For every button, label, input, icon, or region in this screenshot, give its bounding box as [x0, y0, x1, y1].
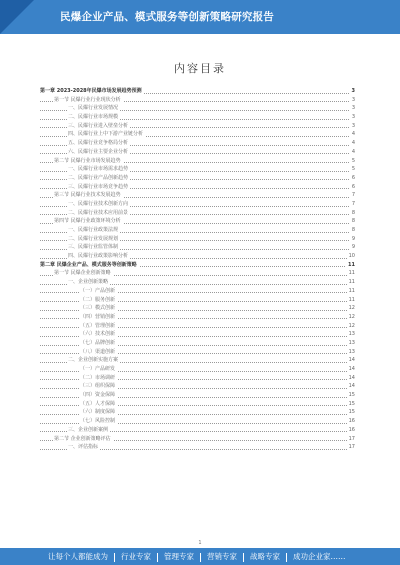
toc-entry-page: 8 — [351, 227, 355, 233]
toc-entry-page: 7 — [351, 192, 355, 199]
toc-entry-label: （四）资金保障 — [80, 392, 116, 399]
toc-entry-page: 11 — [348, 261, 355, 268]
toc-row[interactable] — [40, 365, 355, 374]
toc-row[interactable] — [40, 104, 355, 113]
toc-entry-label: 二、民爆行业产品创新趋势 — [68, 174, 129, 181]
toc-row[interactable] — [40, 313, 355, 322]
toc-row[interactable] — [40, 400, 355, 409]
toc-entry-page: 15 — [348, 409, 355, 416]
toc-entry-page: 7 — [351, 200, 355, 207]
report-title: 民爆企业产品、模式服务等创新策略研究报告 — [60, 11, 274, 23]
toc-entry-label: 第一章 2023-2028年民爆市场发展趋势预测 — [40, 88, 142, 94]
footer-role: 战略专家 — [250, 552, 280, 561]
toc-entry-page: 6 — [351, 174, 355, 181]
footer-separator — [286, 553, 287, 562]
toc-row[interactable] — [40, 139, 355, 148]
toc-entry-label: 四、民爆行业上中下游产业链分析 — [68, 131, 144, 138]
toc-entry-page: 3 — [351, 105, 355, 112]
toc-entry-page: 13 — [348, 348, 355, 355]
toc-entry-label: 六、民爆行业主要企业分析 — [68, 148, 129, 155]
toc-entry-page: 11 — [348, 296, 355, 303]
toc-entry-label: （五）管理创新 — [80, 322, 116, 329]
toc-row[interactable] — [40, 391, 355, 400]
toc-entry-page: 17 — [348, 444, 355, 451]
toc-row[interactable] — [40, 183, 355, 192]
toc-row[interactable] — [40, 122, 355, 131]
toc-entry-label: 二、民爆行业市场规模 — [68, 114, 119, 121]
toc-row[interactable] — [40, 304, 355, 313]
toc-entry-page: 12 — [348, 305, 355, 312]
toc-entry-page: 14 — [348, 374, 355, 381]
toc-row[interactable] — [40, 174, 355, 183]
toc-entry-page: 5 — [351, 166, 355, 173]
toc-entry-label: 一、民爆行业市场需求趋势 — [68, 166, 129, 173]
toc-row[interactable] — [40, 243, 355, 252]
toc-row[interactable] — [40, 374, 355, 383]
toc-entry-page: 15 — [348, 392, 355, 399]
toc-entry-page: 11 — [348, 270, 355, 277]
toc-entry-page: 9 — [351, 244, 355, 251]
toc-entry-page: 17 — [348, 435, 355, 442]
report-header — [0, 0, 400, 34]
toc-entry-label: 三、民爆行业市场竞争趋势 — [68, 183, 129, 190]
toc-entry-page: 3 — [351, 122, 355, 129]
toc-row[interactable] — [40, 339, 355, 348]
toc-row[interactable] — [40, 348, 355, 357]
toc-entry-page: 8 — [351, 209, 355, 216]
toc-entry-page: 6 — [351, 183, 355, 190]
toc-entry-label: 四、民爆行业政策影响分析 — [68, 253, 129, 260]
toc-entry-label: （一）产品研发 — [80, 366, 116, 372]
toc-entry-page: 4 — [351, 131, 355, 138]
toc-entry-page: 3 — [351, 96, 355, 103]
toc-entry-label: 一、民爆行业政策法规 — [68, 227, 119, 233]
toc-entry-page: 8 — [351, 218, 355, 225]
toc-entry-page: 14 — [348, 357, 355, 364]
toc-entry-page: 4 — [351, 140, 355, 147]
toc-row[interactable] — [40, 226, 355, 235]
toc-entry-page: 11 — [348, 287, 355, 294]
page-number: 1 — [198, 540, 202, 546]
toc-row[interactable] — [40, 408, 355, 417]
toc-row[interactable] — [40, 148, 355, 157]
toc-entry-page: 13 — [348, 331, 355, 338]
toc-row[interactable] — [40, 191, 355, 200]
toc-entry-label: 一、民爆行业技术创新方向 — [68, 200, 129, 207]
footer-role: 行业专家 — [121, 552, 151, 561]
footer-role: 营销专家 — [207, 552, 237, 561]
toc-entry-page: 16 — [348, 426, 355, 433]
toc-entry-page: 4 — [351, 148, 355, 155]
toc-entry-label: （七）品牌创新 — [80, 339, 116, 346]
header-corner-decoration — [0, 0, 34, 34]
toc-row[interactable] — [40, 217, 355, 226]
toc-entry-label: 一、企业创新策略 — [68, 279, 109, 286]
toc-entry-label: 五、民爆行业竞争格局分析 — [68, 140, 129, 147]
toc-entry-label: 第二章 民爆企业产品、模式服务等创新策略 — [40, 261, 137, 268]
toc-entry-label: 第一节 民爆行业行业现状分析 — [54, 96, 121, 103]
toc-entry-page: 14 — [348, 366, 355, 372]
toc-entry-page: 5 — [351, 157, 355, 164]
toc-row[interactable] — [40, 130, 355, 139]
toc-entry-label: 二、企业创新实施方案 — [68, 357, 119, 364]
toc-chapter-row[interactable] — [40, 87, 355, 96]
toc-entry-page: 11 — [348, 279, 355, 286]
toc-row[interactable] — [40, 330, 355, 339]
toc-row[interactable] — [40, 200, 355, 209]
toc-entry-label: （六）制度保障 — [80, 409, 116, 416]
toc-entry-page: 14 — [348, 383, 355, 390]
toc-row[interactable] — [40, 435, 355, 444]
toc-entry-label: （八）渠道创新 — [80, 348, 116, 355]
toc-entry-label: 二、民爆行业技术应用前景 — [68, 209, 129, 216]
toc-entry-label: 二、民爆行业发展规划 — [68, 235, 119, 242]
footer-separator — [243, 553, 244, 562]
footer-lead: 让每个人都能成为 — [48, 552, 108, 561]
toc-entry-label: （一）产品创新 — [80, 287, 116, 294]
toc-entry-label: 三、民爆行业进入壁垒分析 — [68, 122, 129, 129]
toc-row[interactable] — [40, 235, 355, 244]
toc-row[interactable] — [40, 426, 355, 435]
footer-role: 成功企业家…… — [293, 552, 346, 561]
toc-entry-label: 第四节 民爆行业政策环境分析 — [54, 218, 121, 225]
toc-entry-label: 第一节 民爆企业创新策略 — [54, 270, 111, 277]
toc-entry-label: （五）人才保障 — [80, 400, 116, 407]
toc-row[interactable] — [40, 382, 355, 391]
toc-row[interactable] — [40, 287, 355, 296]
toc-entry-page: 16 — [348, 418, 355, 425]
toc-row[interactable] — [40, 252, 355, 261]
footer-separator — [200, 553, 201, 562]
toc-row[interactable] — [40, 96, 355, 105]
toc-row[interactable] — [40, 209, 355, 218]
toc-entry-label: 一、民爆行业发展情况 — [68, 105, 119, 112]
toc-entry-label: （二）市场调研 — [80, 374, 116, 381]
table-of-contents — [40, 87, 355, 452]
toc-entry-label: 一、评估指标 — [68, 444, 99, 451]
toc-row[interactable] — [40, 113, 355, 122]
toc-entry-label: （六）技术创新 — [80, 331, 116, 338]
toc-entry-label: 三、民爆行业监管体制 — [68, 244, 119, 251]
toc-entry-label: （三）组织保障 — [80, 383, 116, 390]
toc-row[interactable] — [40, 296, 355, 305]
toc-entry-page: 10 — [348, 253, 355, 260]
toc-row[interactable] — [40, 269, 355, 278]
toc-entry-label: （七）风险控制 — [80, 418, 116, 425]
toc-entry-label: （四）营销创新 — [80, 313, 116, 320]
toc-row[interactable] — [40, 278, 355, 287]
toc-row[interactable] — [40, 157, 355, 166]
footer-slogan — [48, 551, 346, 562]
toc-row[interactable] — [40, 417, 355, 426]
report-footer — [0, 548, 400, 565]
toc-entry-page: 15 — [348, 400, 355, 407]
toc-chapter-row[interactable] — [40, 261, 355, 270]
toc-entry-page: 3 — [351, 88, 355, 94]
footer-separator — [114, 553, 115, 562]
toc-entry-page: 12 — [348, 322, 355, 329]
toc-title: 内容目录 — [174, 62, 226, 75]
toc-entry-label: 第二节 企业创新策略评估 — [54, 435, 111, 442]
toc-entry-label: 第二节 民爆行业市场发展趋势 — [54, 157, 121, 164]
toc-entry-label: 三、企业创新案例 — [68, 426, 109, 433]
toc-entry-page: 3 — [351, 114, 355, 121]
toc-row[interactable] — [40, 322, 355, 331]
toc-entry-label: （三）模式创新 — [80, 305, 116, 312]
toc-entry-page: 13 — [348, 339, 355, 346]
footer-role: 管理专家 — [164, 552, 194, 561]
toc-row[interactable] — [40, 165, 355, 174]
toc-row[interactable] — [40, 443, 355, 452]
toc-entry-label: 第三节 民爆行业技术发展趋势 — [54, 192, 121, 199]
toc-entry-page: 9 — [351, 235, 355, 242]
toc-entry-label: （二）服务创新 — [80, 296, 116, 303]
toc-row[interactable] — [40, 356, 355, 365]
toc-entry-page: 12 — [348, 313, 355, 320]
footer-separator — [157, 553, 158, 562]
